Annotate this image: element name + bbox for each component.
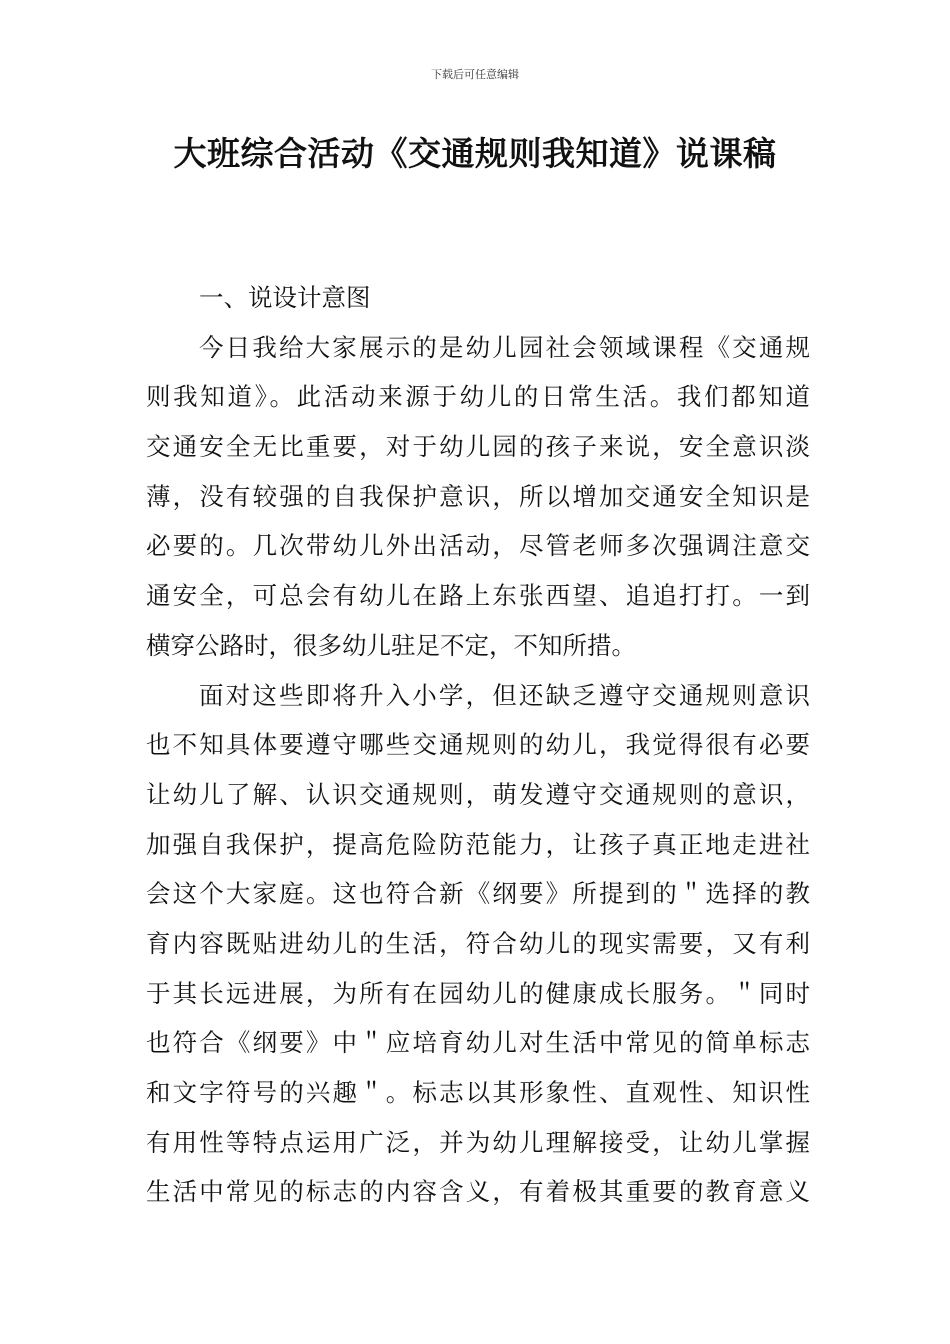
paragraph-line: 有用性等特点运用广泛，并为幼儿理解接受，让幼儿掌握 — [146, 1127, 810, 1157]
page-header: 下载后可任意编辑 — [431, 68, 519, 81]
paragraph-line: 今日我给大家展示的是幼儿园社会领域课程《交通规 — [199, 332, 810, 362]
document-body — [146, 283, 810, 1227]
paragraph-line: 面对这些即将升入小学，但还缺乏遵守交通规则意识 — [199, 680, 810, 710]
paragraph-line: 生活中常见的标志的内容含义，有着极其重要的教育意义 — [146, 1177, 810, 1207]
paragraph-line: 会这个大家庭。这也符合新《纲要》所提到的＂选择的教 — [146, 879, 810, 909]
paragraph-line: 于其长远进展，为所有在园幼儿的健康成长服务。＂同时 — [146, 978, 810, 1008]
paragraph-line: 和文字符号的兴趣＂。标志以其形象性、直观性、知识性 — [146, 1078, 810, 1107]
paragraph-line: 育内容既贴进幼儿的生活，符合幼儿的现实需要，又有利 — [146, 928, 810, 958]
paragraph-line: 横穿公路时，很多幼儿驻足不定，不知所措。 — [146, 630, 636, 660]
paragraph-line: 让幼儿了解、认识交通规则，萌发遵守交通规则的意识， — [146, 779, 810, 809]
paragraph-line: 加强自我保护，提高危险防范能力，让孩子真正地走进社 — [146, 829, 810, 859]
document-title: 大班综合活动《交通规则我知道》说课稿 — [173, 134, 777, 173]
paragraph-line: 也不知具体要遵守哪些交通规则的幼儿，我觉得很有必要 — [146, 730, 810, 760]
paragraph-line: 通安全，可总会有幼儿在路上东张西望、追追打打。一到 — [146, 581, 810, 611]
section-heading: 一、说设计意图 — [199, 283, 371, 312]
paragraphs — [146, 333, 810, 1227]
paragraph-line: 交通安全无比重要，对于幼儿园的孩子来说，安全意识淡 — [146, 432, 810, 462]
paragraph-line: 也符合《纲要》中＂应培育幼儿对生活中常见的简单标志 — [146, 1028, 810, 1058]
paragraph-line: 薄，没有较强的自我保护意识，所以增加交通安全知识是 — [146, 481, 810, 511]
paragraph-line: 则我知道》。此活动来源于幼儿的日常生活。我们都知道 — [146, 382, 810, 412]
paragraph-line: 必要的。几次带幼儿外出活动，尽管老师多次强调注意交 — [146, 531, 810, 561]
